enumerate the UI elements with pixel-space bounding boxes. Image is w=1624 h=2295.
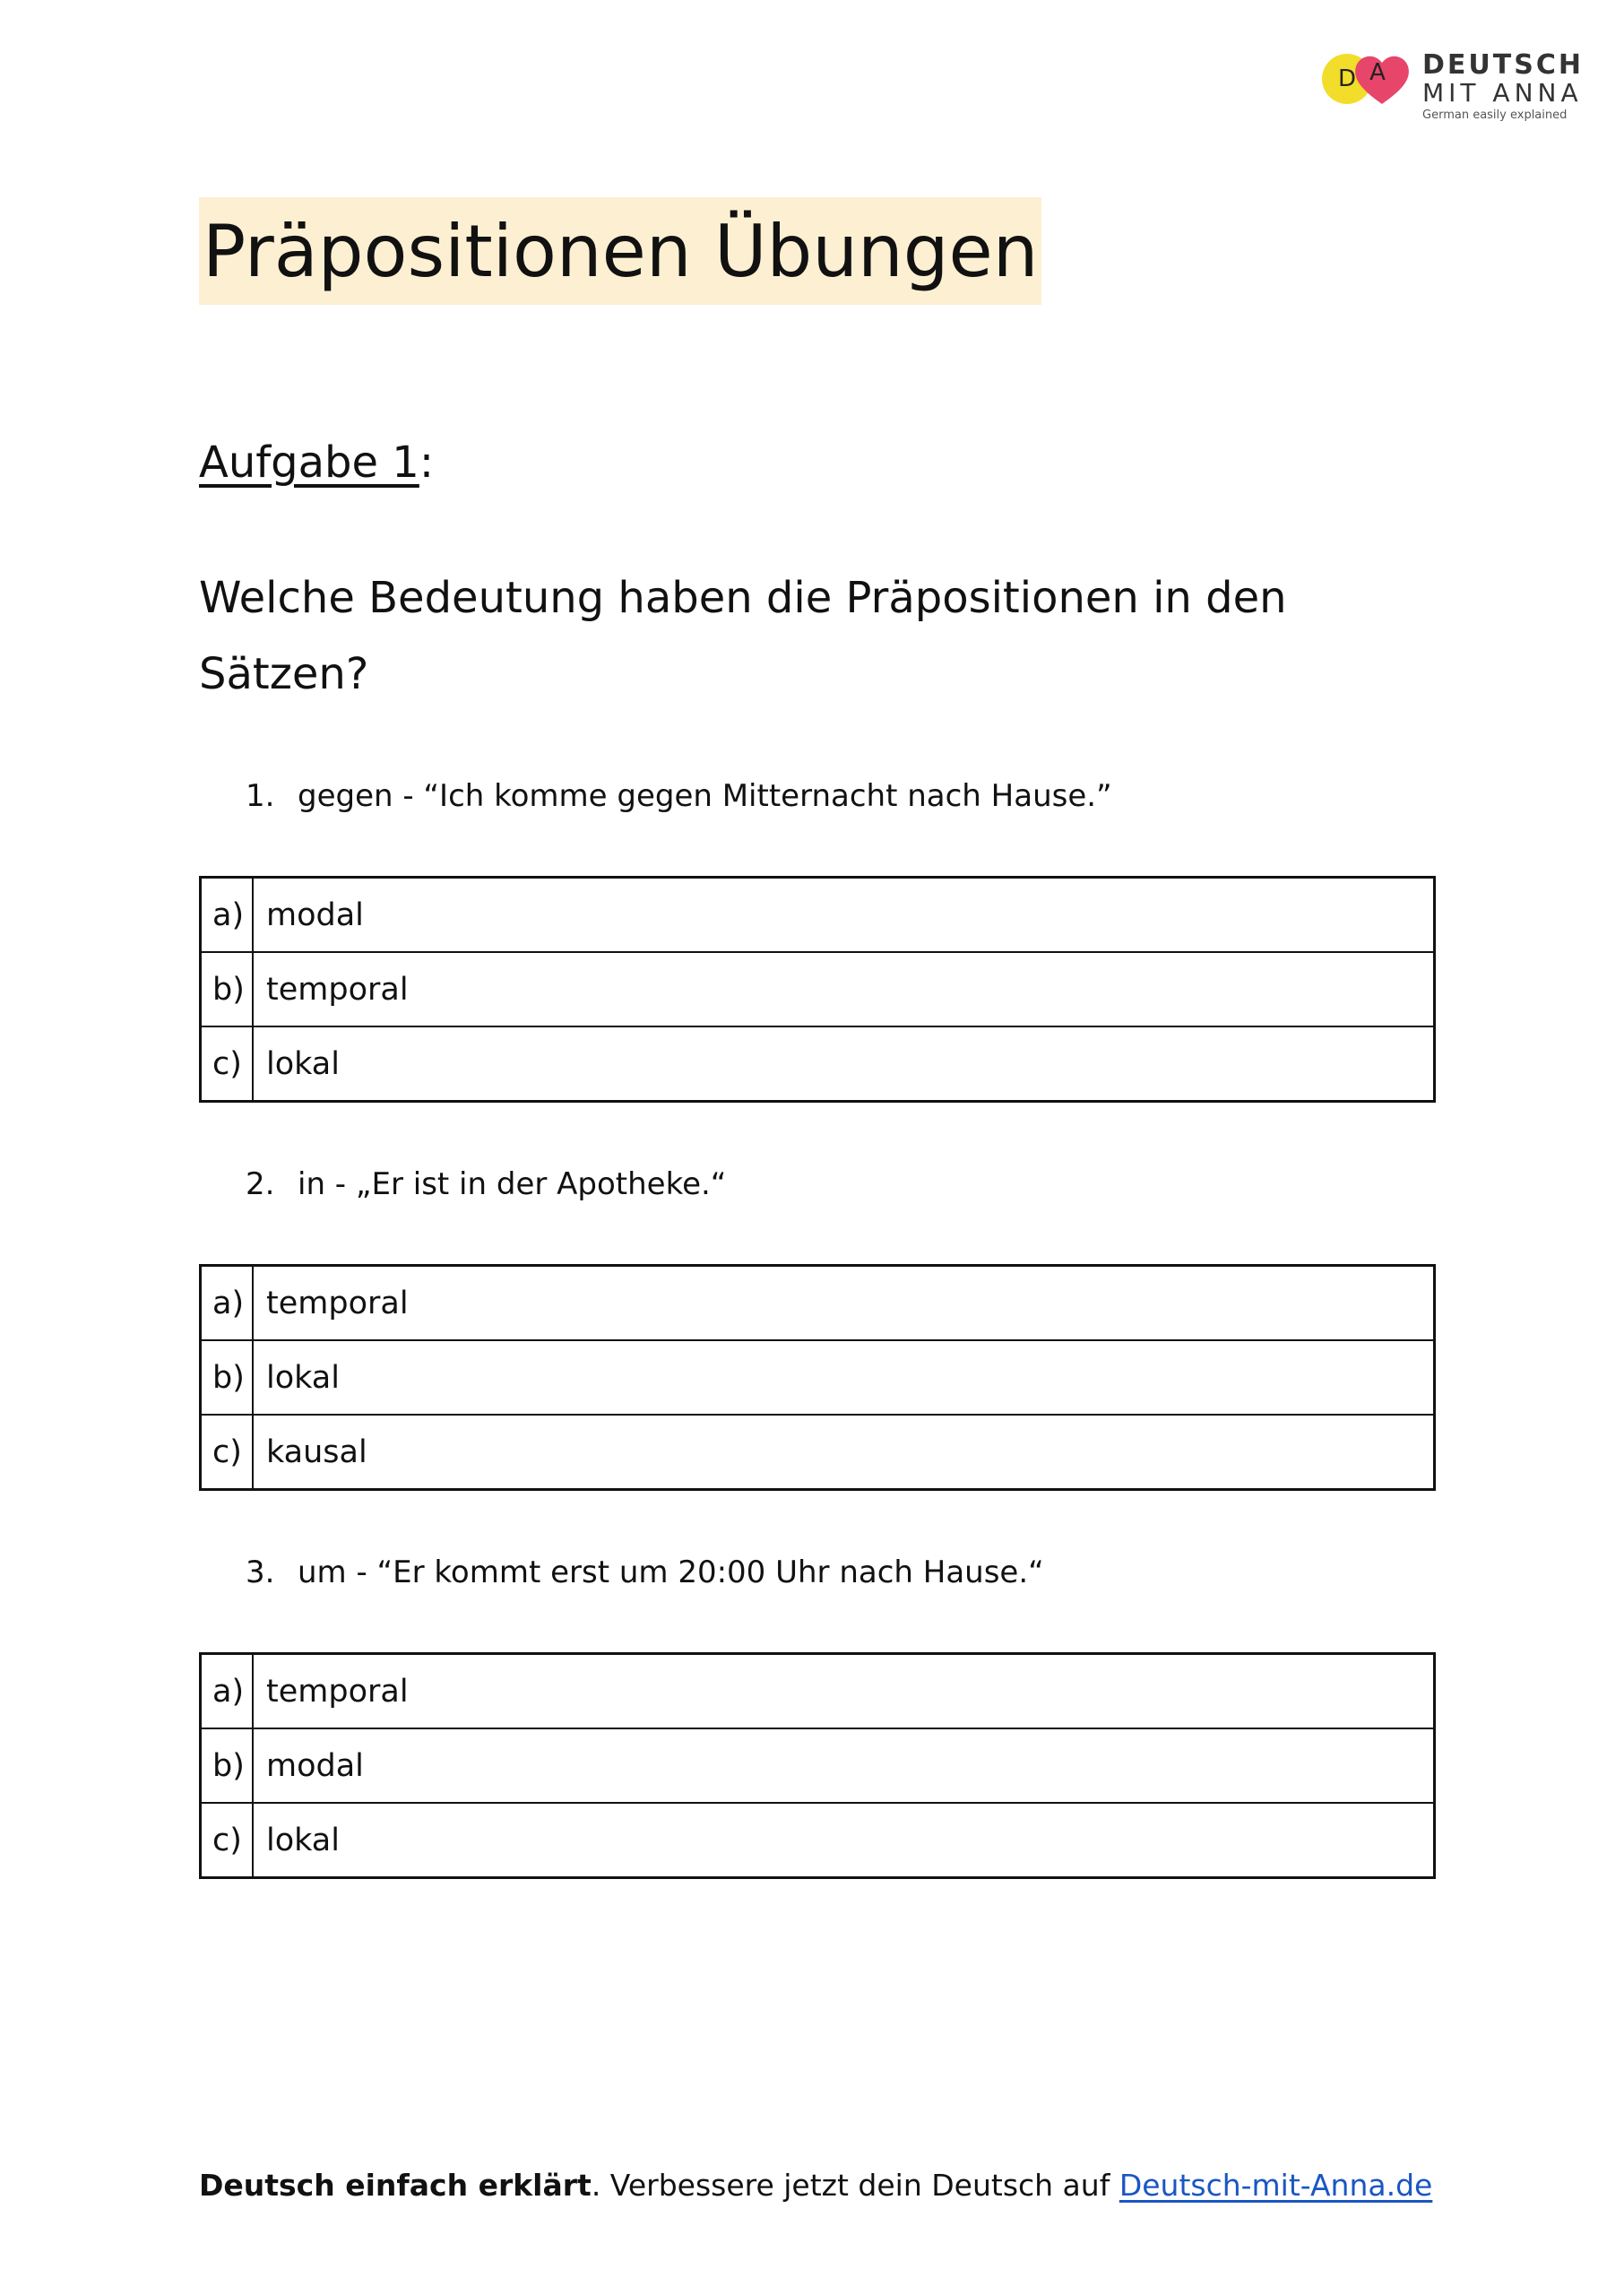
- question-number: 2.: [246, 1166, 275, 1202]
- option-row[interactable]: [201, 1654, 1435, 1729]
- footer-link[interactable]: Deutsch-mit-Anna.de: [1119, 2168, 1433, 2203]
- option-row[interactable]: [201, 1415, 1435, 1490]
- question-1: [246, 778, 1112, 814]
- option-label[interactable]: temporal: [253, 1266, 1435, 1341]
- option-label[interactable]: kausal: [253, 1415, 1435, 1490]
- question-2: [246, 1166, 726, 1202]
- option-letter: c): [201, 1415, 254, 1490]
- option-letter: c): [201, 1803, 254, 1878]
- logo-line-2: MIT ANNA: [1422, 78, 1583, 108]
- option-row[interactable]: [201, 1803, 1435, 1878]
- logo-wordmark: [1422, 49, 1584, 122]
- option-label[interactable]: modal: [253, 1728, 1435, 1803]
- option-letter: b): [201, 1728, 254, 1803]
- brand-logo: [1322, 49, 1584, 127]
- instruction-line-1: Welche Bedeutung haben die Präpositionen in den: [199, 573, 1287, 623]
- logo-a-letter: A: [1369, 59, 1386, 86]
- instruction-line-2: Sätzen?: [199, 649, 369, 699]
- footer: [199, 2168, 1432, 2203]
- option-letter: a): [201, 1266, 254, 1341]
- question-number: 3.: [246, 1555, 275, 1590]
- option-row[interactable]: [201, 1340, 1435, 1415]
- instruction: [199, 560, 1454, 713]
- footer-text: . Verbessere jetzt dein Deutsch auf: [591, 2168, 1119, 2203]
- logo-tagline: German easily explained: [1422, 108, 1568, 122]
- footer-bold: Deutsch einfach erklärt: [199, 2168, 592, 2203]
- options-table-2: [199, 1264, 1436, 1491]
- heart-icon: [1352, 52, 1412, 108]
- options-table-1: [199, 876, 1436, 1103]
- page-title: Präpositionen Übungen: [199, 197, 1041, 305]
- option-letter: a): [201, 878, 254, 953]
- logo-d-circle: D: [1322, 54, 1372, 104]
- option-row[interactable]: [201, 1026, 1435, 1102]
- option-label[interactable]: lokal: [253, 1803, 1435, 1878]
- logo-line-1: DEUTSCH: [1422, 49, 1584, 81]
- option-label[interactable]: temporal: [253, 1654, 1435, 1729]
- option-label[interactable]: modal: [253, 878, 1435, 953]
- option-letter: b): [201, 952, 254, 1026]
- option-label[interactable]: lokal: [253, 1026, 1435, 1102]
- options-table-3: [199, 1652, 1436, 1879]
- task-heading: [199, 437, 434, 488]
- option-letter: b): [201, 1340, 254, 1415]
- option-row[interactable]: [201, 878, 1435, 953]
- option-row[interactable]: [201, 1266, 1435, 1341]
- option-row[interactable]: [201, 1728, 1435, 1803]
- option-letter: c): [201, 1026, 254, 1102]
- option-label[interactable]: lokal: [253, 1340, 1435, 1415]
- task-colon: :: [419, 437, 435, 488]
- question-text: um - “Er kommt erst um 20:00 Uhr nach Hause.“: [298, 1555, 1044, 1590]
- question-3: [246, 1555, 1044, 1590]
- task-label: Aufgabe 1: [199, 437, 419, 488]
- option-label[interactable]: temporal: [253, 952, 1435, 1026]
- option-row[interactable]: [201, 952, 1435, 1026]
- question-number: 1.: [246, 778, 275, 814]
- option-letter: a): [201, 1654, 254, 1729]
- question-text: in - „Er ist in der Apotheke.“: [298, 1166, 727, 1202]
- question-text: gegen - “Ich komme gegen Mitternacht nach Hause.”: [298, 778, 1112, 814]
